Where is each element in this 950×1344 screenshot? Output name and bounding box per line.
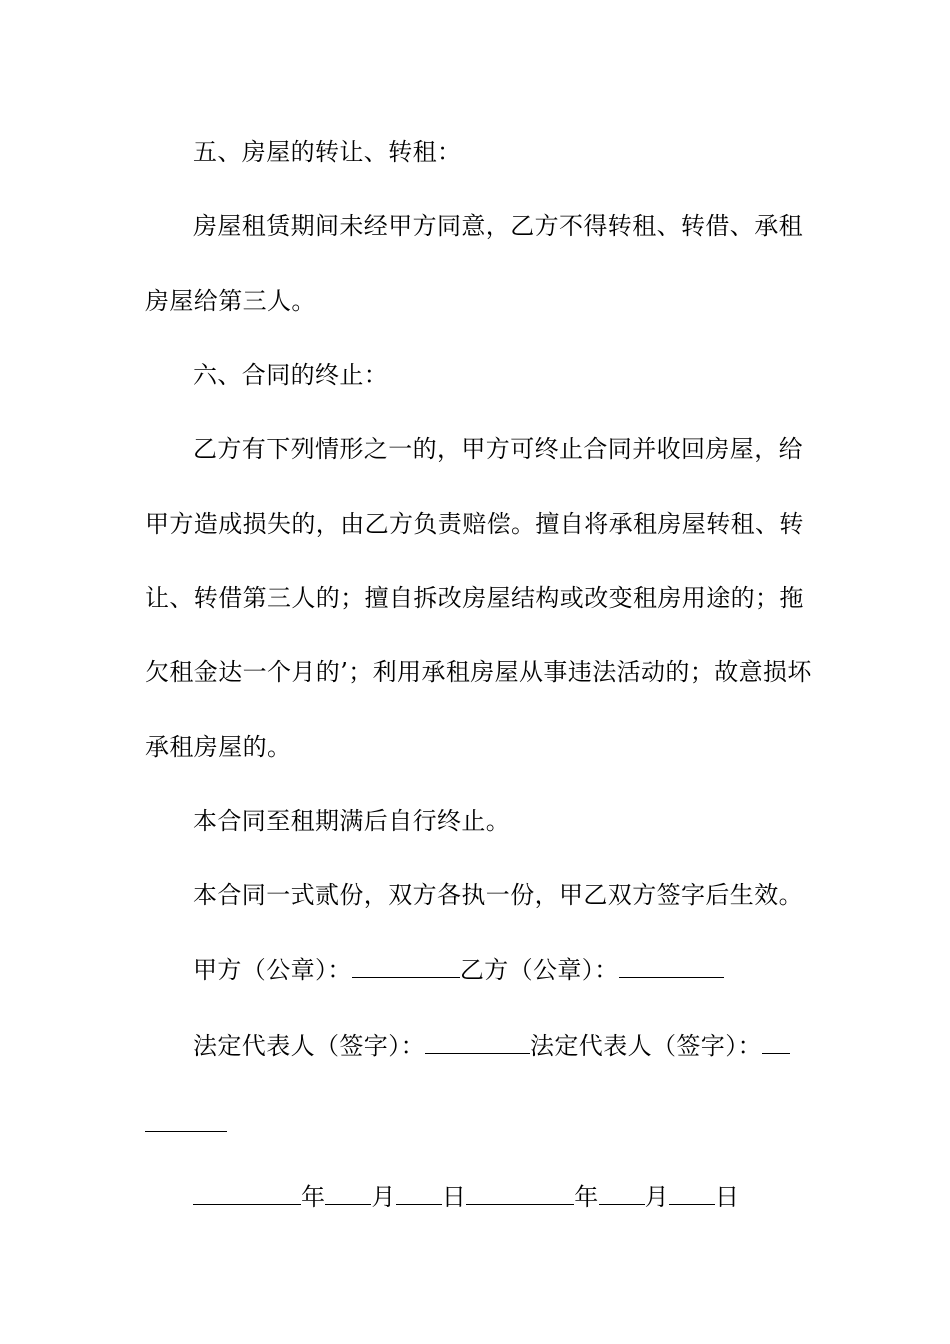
party-a-legal-rep-blank[interactable] [425, 1031, 530, 1054]
section-6-heading: 六、合同的终止： [193, 361, 389, 389]
section-5-heading: 五、房屋的转让、转租： [193, 138, 462, 166]
party-a-year-blank[interactable] [193, 1182, 301, 1205]
party-b-legal-rep-blank-continued[interactable] [145, 1131, 227, 1132]
party-a-month-label: 月 [371, 1183, 396, 1211]
party-a-day-blank[interactable] [396, 1182, 442, 1205]
section-6-paragraph-line-2: 甲方造成损失的，由乙方负责赔偿。擅自将承租房屋转租、转 [145, 510, 804, 538]
section-5-paragraph-line-1: 房屋租赁期间未经甲方同意，乙方不得转租、转借、承租 [193, 212, 803, 240]
section-6-paragraph-line-5: 承租房屋的。 [145, 733, 292, 761]
section-6-paragraph-line-4: 欠租金达一个月的’；利用承租房屋从事违法活动的；故意损坏 [145, 658, 812, 686]
party-b-year-blank[interactable] [466, 1182, 574, 1205]
party-b-month-blank[interactable] [599, 1182, 645, 1205]
section-5-paragraph-line-2: 房屋给第三人。 [145, 287, 316, 315]
contract-copies-clause: 本合同一式贰份，双方各执一份，甲乙双方签字后生效。 [193, 881, 803, 909]
seal-signature-row [193, 955, 810, 985]
party-a-legal-rep-label: 法定代表人（签字）： [193, 1032, 425, 1060]
party-a-month-blank[interactable] [325, 1182, 371, 1205]
section-6-paragraph-line-3: 让、转借第三人的；擅自拆改房屋结构或改变租房用途的；拖 [145, 584, 804, 612]
party-b-seal-blank[interactable] [619, 955, 724, 978]
party-b-legal-rep-label: 法定代表人（签字）： [530, 1032, 762, 1060]
date-row [193, 1182, 810, 1212]
party-b-legal-rep-blank[interactable] [762, 1031, 790, 1054]
party-b-day-label: 日 [715, 1183, 740, 1211]
contract-termination-clause: 本合同至租期满后自行终止。 [193, 807, 511, 835]
party-b-day-blank[interactable] [669, 1182, 715, 1205]
party-a-day-label: 日 [441, 1183, 467, 1211]
party-b-year-label: 年 [574, 1183, 599, 1211]
legal-representative-row [193, 1031, 810, 1061]
party-a-year-label: 年 [301, 1183, 326, 1211]
party-b-month-label: 月 [644, 1183, 670, 1211]
party-a-seal-label: 甲方（公章）： [193, 956, 352, 984]
section-6-paragraph-line-1: 乙方有下列情形之一的，甲方可终止合同并收回房屋，给 [193, 435, 803, 463]
party-b-seal-label: 乙方（公章）： [459, 956, 619, 984]
party-a-seal-blank[interactable] [352, 955, 460, 978]
